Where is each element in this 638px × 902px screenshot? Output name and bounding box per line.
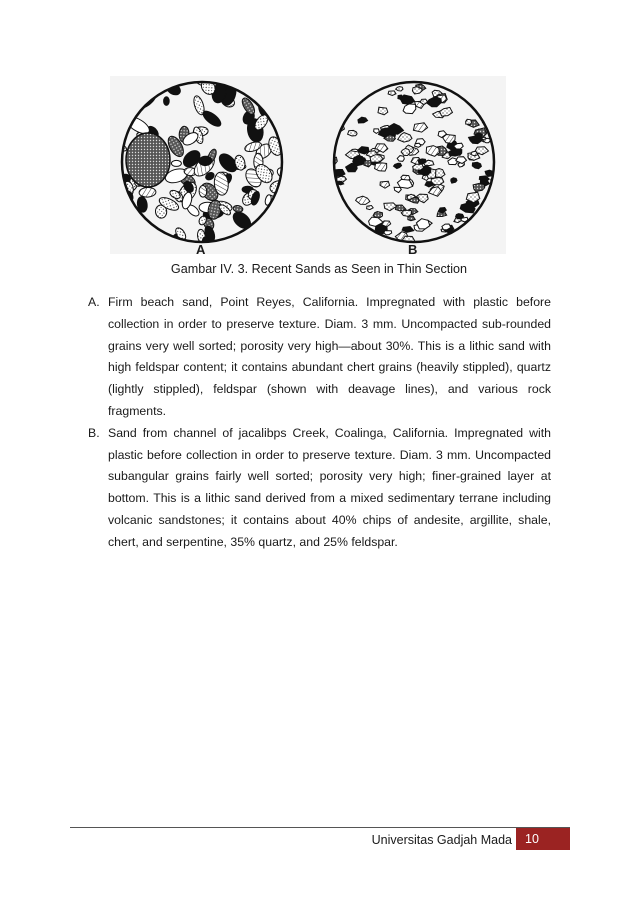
figure-caption: Gambar IV. 3. Recent Sands as Seen in Thin Section (170, 262, 468, 276)
sand-grain (126, 133, 170, 187)
item-a-text: Firm beach sand, Point Reyes, California. Impregnated with plastic before collection in order to preserve texture. Diam. 3 mm. Uncompacted sub-rounded grains very well sorted; porosity very high—about 30%. This is a lithic sand with high feldspar content; it contains abundant chert grains (heavily stippled), quartz (lightly stippled), feldspar (shown with deavage lines), and various rock fragments. (108, 295, 551, 418)
thin-section-figure (110, 76, 506, 257)
sand-grain (401, 210, 412, 216)
sand-grain (375, 163, 387, 171)
sand-grain (384, 231, 392, 235)
sand-grain (415, 143, 422, 147)
item-b-letter: B. (88, 425, 100, 440)
sand-grain (378, 107, 388, 115)
list-item-a (88, 292, 551, 423)
sand-grain (466, 119, 472, 124)
page-number: 10 (516, 828, 570, 850)
sand-grain (199, 185, 207, 197)
footer-divider (70, 827, 570, 828)
list-item-b (88, 423, 551, 554)
sand-grain (348, 130, 358, 136)
sand-grain (171, 160, 181, 166)
thin-section-illustration (110, 76, 506, 254)
item-a-letter: A. (88, 295, 100, 309)
sand-grain (199, 156, 212, 166)
sand-grain (451, 178, 457, 183)
plate-a-label: A (196, 242, 206, 257)
sand-grain (388, 91, 396, 96)
sand-grain (413, 164, 424, 170)
sand-grain (139, 187, 156, 197)
footer-institution: Universitas Gadjah Mada (371, 833, 512, 847)
sand-grain (164, 97, 170, 106)
item-b-text: Sand from channel of jacalibps Creek, Coalinga, California. Impregnated with plastic before collection in order to preserve texture. Diam. 3 mm. Uncompacted subangular grains fairly well sorted; porosity very high; finer-grained layer at bottom. This is a lithic sand derived from a mixed sedimentary terrane including volcanic sandstones; it contains about 40% chips of andesite, argillite, shale, chert, and serpentine, 35% quartz, and 25% feldspar. (108, 425, 551, 549)
item-list (88, 292, 551, 554)
plate-b-label: B (408, 242, 418, 257)
